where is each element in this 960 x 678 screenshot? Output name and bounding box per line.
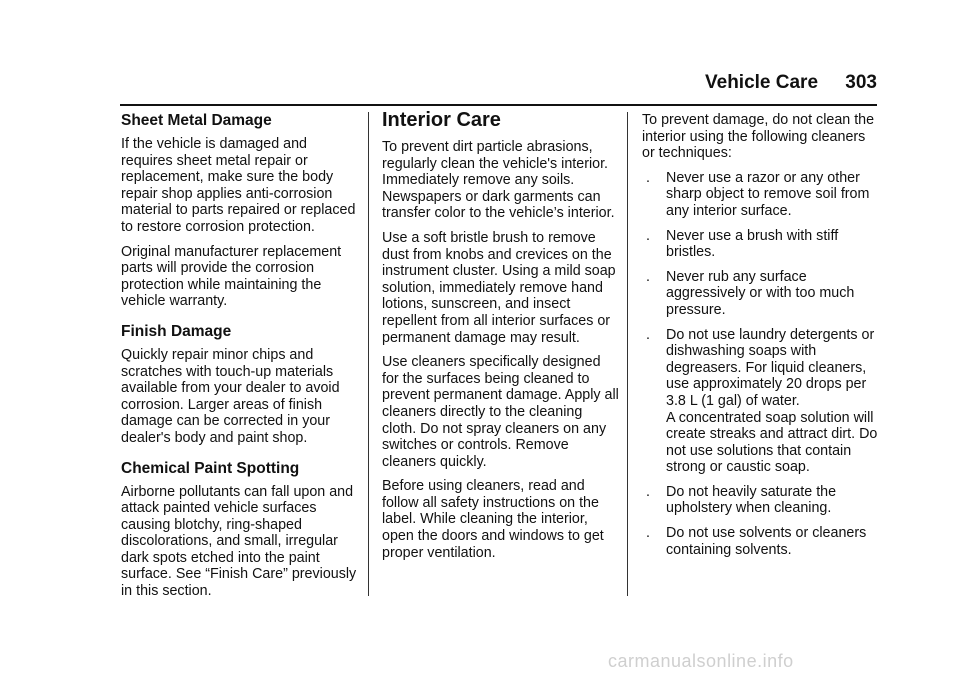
paragraph: Use a soft bristle brush to remove dust from knobs and crevices on the instrument cluster. Using a mild soap solution, immediately remove hand lotions, sunscreen, and insect repellent from all interior surfaces or permanent damage may result. <box>382 229 616 346</box>
list-item-text: Never use a brush with stiff bristles. <box>666 227 839 261</box>
list-item <box>642 327 880 476</box>
section-title: Vehicle Care <box>705 72 819 93</box>
list-item-text: Do not use solvents or cleaners containing solvents. <box>666 525 867 558</box>
list-item <box>642 170 880 220</box>
bullet-list <box>642 170 880 558</box>
bullet-mark: . <box>646 227 650 244</box>
paragraph: To prevent damage, do not clean the interior using the following cleaners or techniques: <box>642 112 875 162</box>
paragraph: To prevent dirt particle abrasions, regularly clean the vehicle's interior. Immediately remove any soils. Newspapers or dark garments can transfer color to the vehicle’s interior. <box>382 139 615 222</box>
bullet-mark: . <box>646 169 650 186</box>
list-item <box>642 228 880 261</box>
page-number: 303 <box>845 72 877 93</box>
column-divider <box>368 112 369 596</box>
bullet-mark: . <box>646 268 650 285</box>
paragraph: Original manufacturer replacement parts will provide the corrosion protection while maintaining the vehicle warranty. <box>121 243 342 310</box>
bullet-mark: . <box>646 483 650 500</box>
paragraph: Airborne pollutants can fall upon and attack painted vehicle surfaces causing blotchy, ring-shaped discolorations, and small, irregular dark spots etched into the paint surface. See “Finish Care” previously in this section. <box>121 483 357 600</box>
list-item-text: Do not heavily saturate the upholstery when cleaning. <box>666 483 837 517</box>
list-item-text-continued: A concentrated soap solution will create streaks and attract dirt. Do not use solutions that contain strong or caustic soap. <box>666 409 878 476</box>
list-item <box>642 484 880 517</box>
list-item-text: Do not use laundry detergents or dishwashing soaps with degreasers. For liquid cleaners, use approximately 20 drops per 3.8 L (1 gal) of water. <box>666 326 875 409</box>
paragraph: Before using cleaners, read and follow all safety instructions on the label. While cleaning the interior, open the doors and windows to get proper ventilation. <box>382 478 604 561</box>
header-rule <box>120 104 877 106</box>
list-item-text: Never rub any surface aggressively or with too much pressure. <box>666 268 855 318</box>
column-1 <box>121 108 357 608</box>
heading-interior-care: Interior Care <box>382 109 501 131</box>
heading-chemical-paint-spotting: Chemical Paint Spotting <box>121 459 300 477</box>
bullet-mark: . <box>646 525 650 542</box>
paragraph: If the vehicle is damaged and requires sheet metal repair or replacement, make sure the body repair shop applies anti-corrosion material to parts repaired or replaced to restore corrosion protection. <box>121 136 356 235</box>
list-item <box>642 525 880 558</box>
list-item-text: Never use a razor or any other sharp object to remove soil from any interior surface. <box>666 169 870 219</box>
column-2 <box>382 108 620 569</box>
page-header <box>705 72 877 96</box>
column-3 <box>642 112 880 566</box>
bullet-mark: . <box>646 326 650 343</box>
heading-sheet-metal-damage: Sheet Metal Damage <box>121 112 272 129</box>
list-item <box>642 269 880 319</box>
heading-finish-damage: Finish Damage <box>121 322 232 340</box>
watermark: carmanualsonline.info <box>608 651 794 671</box>
paragraph: Quickly repair minor chips and scratches with touch-up materials available from your dealer to avoid corrosion. Larger areas of finish damage can be corrected in your dealer's body and paint shop. <box>121 346 340 446</box>
paragraph: Use cleaners specifically designed for the surfaces being cleaned to prevent permanent damage. Apply all cleaners directly to the cleaning cloth. Do not spray cleaners on any switches or controls. Remove cleaners quickly. <box>382 354 619 470</box>
column-divider <box>627 112 628 596</box>
